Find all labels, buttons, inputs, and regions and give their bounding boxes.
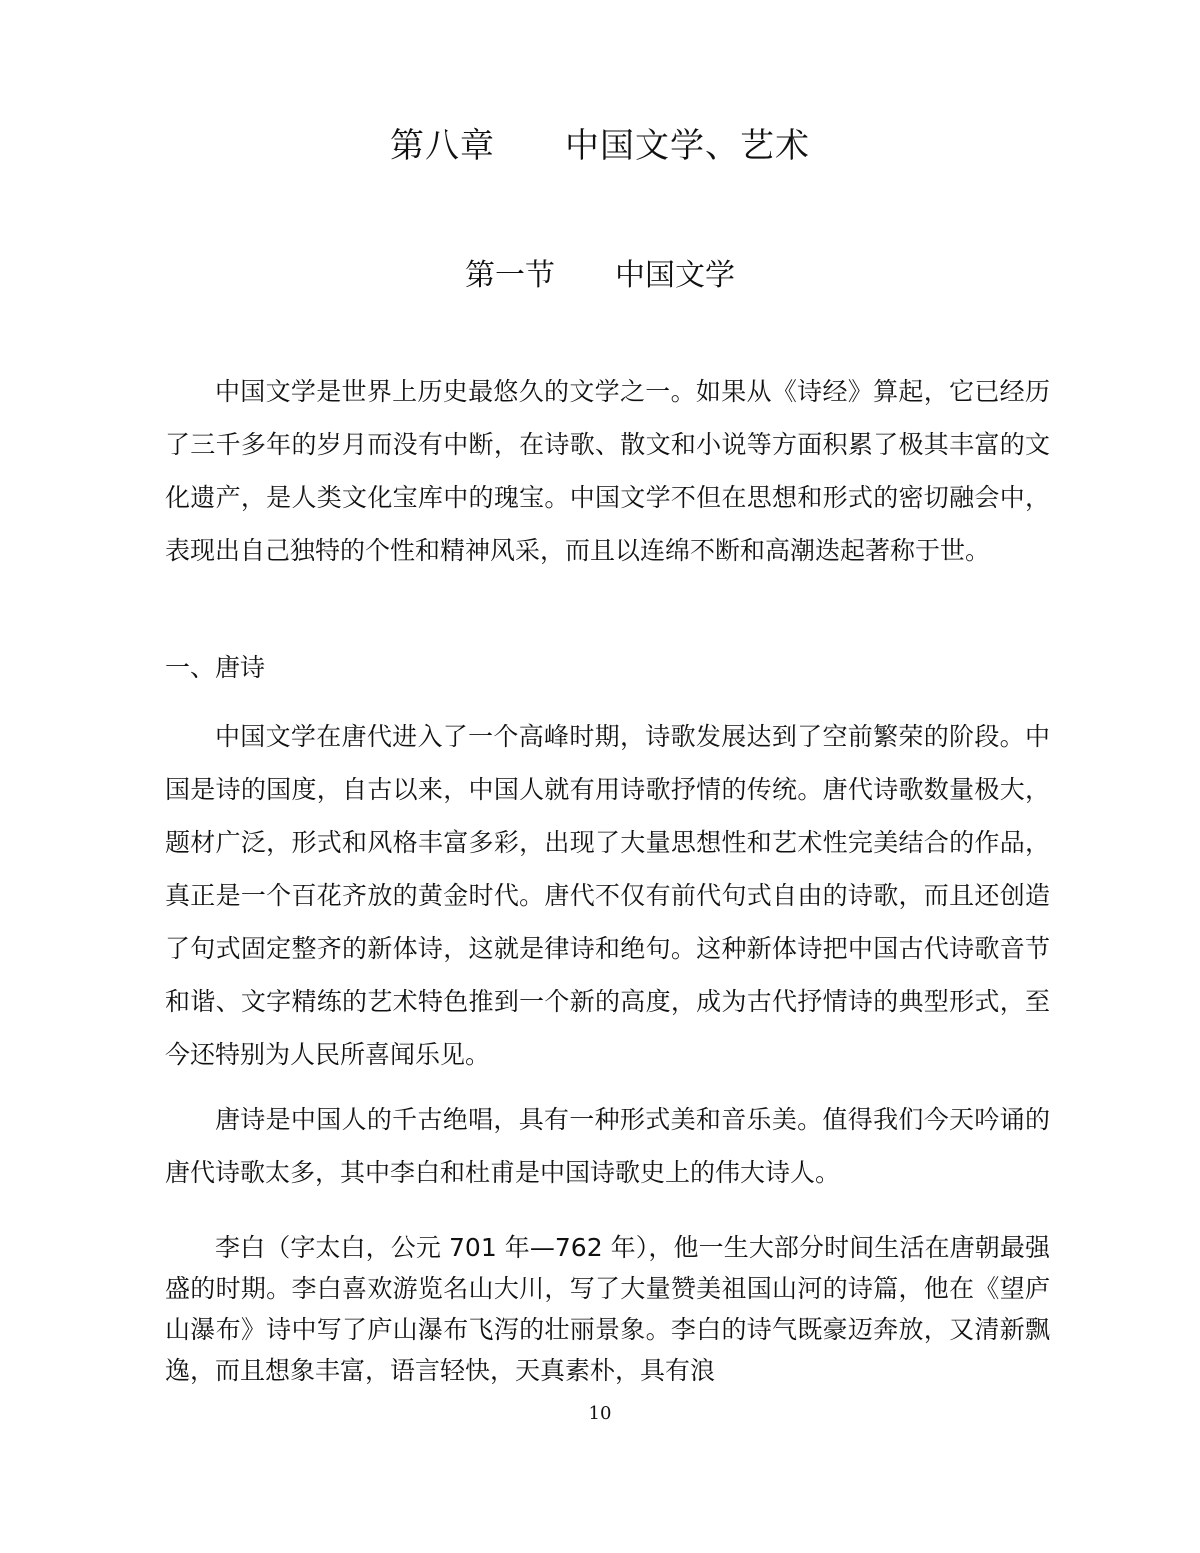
tang-poetry-heading: 一、唐诗 [165, 653, 266, 682]
chapter-title: 第八章 中国文学、艺术 [390, 126, 810, 166]
page-number: 10 [588, 1403, 612, 1424]
li-bai-paragraph: 李白（字太白，公元 701 年—762 年），他一生大部分时间生活在唐朝最强盛的时期。李白喜欢游览名山大川，写了大量赞美祖国山河的诗篇，他在《望庐山瀑布》诗中写了庐山瀑布飞泻的壮丽景象。李白的诗气既豪迈奔放，又清新飘逸，而且想象丰富，语言轻快，天真素朴，具有浪 [165, 1233, 1050, 1385]
section-title: 第一节 中国文学 [465, 258, 735, 293]
intro-paragraph: 中国文学是世界上历史最悠久的文学之一。如果从《诗经》算起，它已经历了三千多年的岁月而没有中断，在诗歌、散文和小说等方面积累了极其丰富的文化遗产，是人类文化宝库中的瑰宝。中国文学不但在思想和形式的密切融会中，表现出自己独特的个性和精神风采，而且以连绵不断和高潮迭起著称于世。 [165, 377, 1050, 565]
tang-poetry-paragraph-1: 中国文学在唐代进入了一个高峰时期，诗歌发展达到了空前繁荣的阶段。中国是诗的国度，自古以来，中国人就有用诗歌抒情的传统。唐代诗歌数量极大，题材广泛，形式和风格丰富多彩，出现了大量思想性和艺术性完美结合的作品，真正是一个百花齐放的黄金时代。唐代不仅有前代句式自由的诗歌，而且还创造了句式固定整齐的新体诗，这就是律诗和绝句。这种新体诗把中国古代诗歌音节和谐、文字精练的艺术特色推到一个新的高度，成为古代抒情诗的典型形式，至今还特别为人民所喜闻乐见。 [165, 722, 1050, 1069]
tang-poetry-paragraph-2: 唐诗是中国人的千古绝唱，具有一种形式美和音乐美。值得我们今天吟诵的唐代诗歌太多，其中李白和杜甫是中国诗歌史上的伟大诗人。 [165, 1105, 1050, 1187]
